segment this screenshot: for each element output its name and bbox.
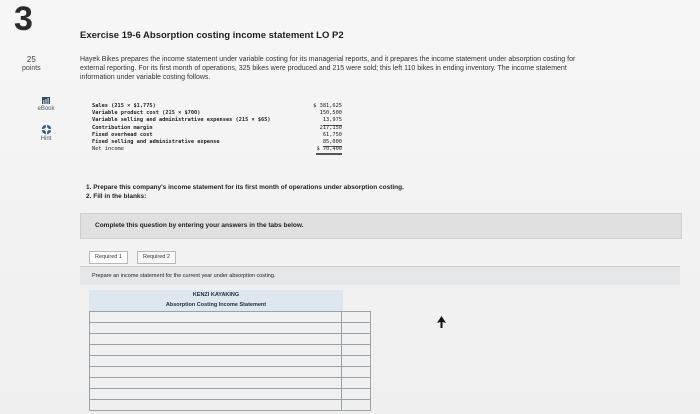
requirement-2: 2. Fill in the blanks: <box>86 193 147 200</box>
amount-input-cell[interactable] <box>342 389 371 400</box>
statement-amount: 61,750 <box>322 131 342 138</box>
table-row <box>90 312 371 323</box>
amount-input-cell[interactable] <box>342 367 371 378</box>
statement-amount: $ 381,625 <box>313 103 342 109</box>
statement-label: Sales (215 × $1,775) <box>92 103 156 109</box>
amount-input-cell[interactable] <box>342 400 371 411</box>
tab-required-1[interactable]: Required 1 <box>89 251 128 264</box>
amount-input-cell[interactable] <box>342 334 371 345</box>
table-row <box>90 378 371 389</box>
statement-label: Contribution margin <box>92 124 153 131</box>
amount-input-cell[interactable] <box>342 323 371 334</box>
statement-row <box>92 103 342 110</box>
statement-row <box>92 146 342 153</box>
ebook-label: eBook <box>37 106 55 112</box>
label-input-cell[interactable] <box>90 367 342 378</box>
statement-row <box>92 132 342 139</box>
table-row <box>90 356 371 367</box>
statement-amount: 217,150 <box>319 124 342 131</box>
points-value: 25 <box>26 55 36 64</box>
statement-row <box>92 110 342 117</box>
instructions-text: Complete this question by entering your answers in the tabs below. <box>95 222 304 229</box>
exercise-title: Exercise 19-6 Absorption costing income statement LO P2 <box>80 30 344 41</box>
table-row <box>90 334 371 345</box>
amount-input-cell[interactable] <box>342 312 371 323</box>
statement-title: Absorption Costing Income Statement <box>165 302 267 308</box>
table-row <box>90 389 371 400</box>
requirement-1: 1. Prepare this company's income statement for its first month of operations under absorption costing. <box>86 184 404 191</box>
statement-label: Fixed selling and administrative expense <box>92 138 220 145</box>
ebook-icon <box>41 96 51 105</box>
statement-label: Variable product cost (215 × $700) <box>92 110 201 117</box>
statement-label: Net income <box>92 146 124 153</box>
statement-row <box>92 139 342 146</box>
amount-input-cell[interactable] <box>342 345 371 356</box>
exercise-intro: Hayek Bikes prepares the income statement under variable costing for its managerial reports, and it prepares the income statement under absorption costing for external reporting. For its first month of operations, 325 bikes were produced and 215 were sold; this left 110 bikes in ending inventory. The income statement information under variable costing follows. <box>80 56 576 81</box>
table-row <box>90 400 371 411</box>
mouse-cursor-icon <box>437 316 446 328</box>
ebook-button[interactable] <box>26 96 66 112</box>
statement-row <box>92 125 342 132</box>
requirements <box>86 183 404 201</box>
lifebuoy-hint-icon <box>41 124 52 135</box>
label-input-cell[interactable] <box>90 312 342 323</box>
amount-input-cell[interactable] <box>342 378 371 389</box>
table-row <box>90 323 371 334</box>
statement-row <box>92 117 342 124</box>
variable-costing-statement <box>92 103 342 167</box>
label-input-cell[interactable] <box>90 400 342 411</box>
company-name: KENZI KAYAKING <box>192 292 240 298</box>
points-label: points <box>22 65 41 72</box>
question-number: 3 <box>14 0 33 38</box>
points-indicator <box>22 55 41 73</box>
amount-input-cell[interactable] <box>342 356 371 367</box>
label-input-cell[interactable] <box>90 356 342 367</box>
statement-amount: 150,500 <box>319 110 342 117</box>
label-input-cell[interactable] <box>90 334 342 345</box>
instructions-panel <box>80 213 682 239</box>
statement-label: Fixed overhead cost <box>92 131 153 138</box>
statement-amount: $ 70,400 <box>316 146 342 155</box>
label-input-cell[interactable] <box>90 345 342 356</box>
statement-amount: 13,975 <box>323 117 342 125</box>
hint-label: Hint <box>40 136 52 142</box>
table-row <box>90 367 371 378</box>
label-input-cell[interactable] <box>90 323 342 334</box>
statement-amount: 85,000 <box>323 139 342 147</box>
tab-required-2[interactable]: Required 2 <box>137 251 176 264</box>
prepare-prompt-bar <box>80 266 680 285</box>
table-header <box>89 290 343 311</box>
label-input-cell[interactable] <box>90 389 342 400</box>
prepare-prompt: Prepare an income statement for the current year under absorption costing. <box>92 273 276 279</box>
statement-label: Variable selling and administrative expenses (215 × $65) <box>92 117 271 124</box>
label-input-cell[interactable] <box>90 378 342 389</box>
hint-button[interactable] <box>26 124 66 142</box>
table-row <box>90 345 371 356</box>
